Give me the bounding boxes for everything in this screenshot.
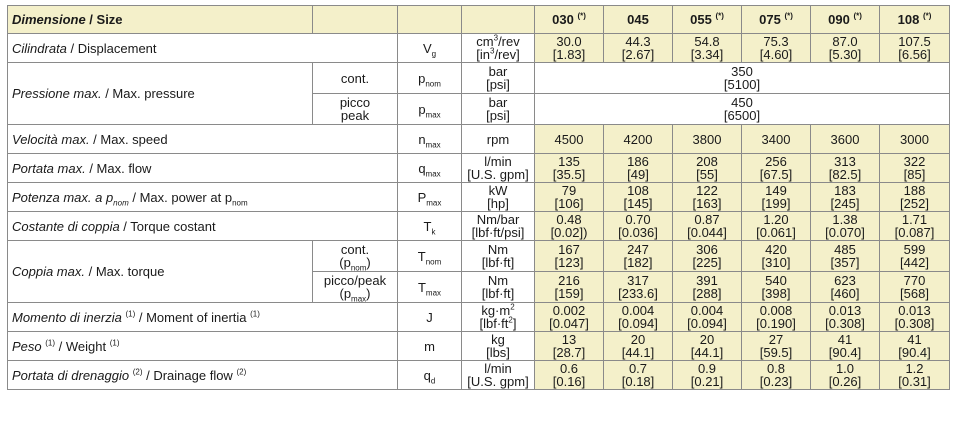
- value-cell: 107.5 [6.56]: [880, 34, 950, 63]
- unit-weight: kg [lbs]: [462, 332, 535, 361]
- value-cell: 0.87 [0.044]: [673, 212, 742, 241]
- value-cell: 167 [123]: [535, 241, 604, 272]
- value-cell: 0.9 [0.21]: [673, 361, 742, 390]
- symbol-pmax: $p_{max}$: [398, 94, 462, 125]
- value-cell: 135 [35.5]: [535, 154, 604, 183]
- value-cell: 87.0 [5.30]: [811, 34, 880, 63]
- value-cell: 27 [59.5]: [742, 332, 811, 361]
- value-pressure-peak: 450 [6500]: [535, 94, 950, 125]
- symbol-nmax: $n_{max}$: [398, 125, 462, 154]
- value-cell: 0.70 [0.036]: [604, 212, 673, 241]
- value-cell: 0.6 [0.16]: [535, 361, 604, 390]
- row-drainage: [8, 361, 950, 390]
- symbol-Tnom: $T_{nom}$: [398, 241, 462, 272]
- value-cell: 44.3 [2.67]: [604, 34, 673, 63]
- unit-flow: l/min [U.S. gpm]: [462, 154, 535, 183]
- label-displacement: Cilindrata / Displacement: [8, 34, 398, 63]
- label-torque: Coppia max. / Max. torque: [8, 241, 313, 303]
- value-cell: 391 [288]: [673, 272, 742, 303]
- value-cell: 3000: [880, 125, 950, 154]
- header-row: [8, 6, 950, 34]
- unit-torque-peak: Nm [lbf·ft]: [462, 272, 535, 303]
- row-inertia: [8, 303, 950, 332]
- label-torque-constant: Costante di coppia / Torque costant: [8, 212, 398, 241]
- symbol-m: m: [398, 332, 462, 361]
- value-cell: 20 [44.1]: [673, 332, 742, 361]
- value-cell: 188 [252]: [880, 183, 950, 212]
- row-weight: [8, 332, 950, 361]
- value-cell: 770 [568]: [880, 272, 950, 303]
- value-cell: 20 [44.1]: [604, 332, 673, 361]
- sub-pressure-peak: picco peak: [313, 94, 398, 125]
- value-cell: 0.8 [0.23]: [742, 361, 811, 390]
- symbol-Tk: $T_k$: [398, 212, 462, 241]
- unit-displacement: $cm^3$/rev $[in^3/rev]$: [462, 34, 535, 63]
- symbol-qmax: $q_{max}$: [398, 154, 462, 183]
- value-cell: 183 [245]: [811, 183, 880, 212]
- value-cell: 208 [55]: [673, 154, 742, 183]
- size-045: 045: [604, 6, 673, 34]
- value-cell: 3400: [742, 125, 811, 154]
- value-cell: 1.20 [0.061]: [742, 212, 811, 241]
- label-weight: Peso $^{(1)}$ / Weight $^{(1)}$: [8, 332, 398, 361]
- unit-power: kW [hp]: [462, 183, 535, 212]
- label-flow: Portata max. / Max. flow: [8, 154, 398, 183]
- label-power: Potenza max. a $p_{nom}$ / Max. power at $p_{nom}$: [8, 183, 398, 212]
- value-cell: 0.002 [0.047]: [535, 303, 604, 332]
- size-108: 108 (*): [880, 6, 950, 34]
- value-cell: 149 [199]: [742, 183, 811, 212]
- row-torque-constant: [8, 212, 950, 241]
- value-cell: 3800: [673, 125, 742, 154]
- unit-inertia: $kg\cdot m^2$ $[lbf\cdot ft^2]$: [462, 303, 535, 332]
- value-cell: 54.8 [3.34]: [673, 34, 742, 63]
- value-cell: 216 [159]: [535, 272, 604, 303]
- value-cell: 3600: [811, 125, 880, 154]
- value-cell: 247 [182]: [604, 241, 673, 272]
- value-cell: 41 [90.4]: [811, 332, 880, 361]
- value-cell: 13 [28.7]: [535, 332, 604, 361]
- value-cell: 0.48 [0.02]): [535, 212, 604, 241]
- symbol-J: J: [398, 303, 462, 332]
- value-cell: 306 [225]: [673, 241, 742, 272]
- value-pressure-cont: 350 [5100]: [535, 63, 950, 94]
- value-cell: 623 [460]: [811, 272, 880, 303]
- value-cell: 186 [49]: [604, 154, 673, 183]
- label-pressure: Pressione max. / Max. pressure: [8, 63, 313, 125]
- row-pressure-cont: [8, 63, 950, 94]
- label-speed: Velocità max. / Max. speed: [8, 125, 398, 154]
- value-cell: 108 [145]: [604, 183, 673, 212]
- value-cell: 0.008 [0.190]: [742, 303, 811, 332]
- value-cell: 1.2 [0.31]: [880, 361, 950, 390]
- label-drainage: Portata di drenaggio $^{(2)}$ / Drainage flow $^{(2)}$: [8, 361, 398, 390]
- value-cell: 1.71 [0.087]: [880, 212, 950, 241]
- unit-pressure-cont: bar [psi]: [462, 63, 535, 94]
- value-cell: 0.004 [0.094]: [673, 303, 742, 332]
- row-power: [8, 183, 950, 212]
- label-inertia: Momento di inerzia $^{(1)}$ / Moment of inertia $^{(1)}$: [8, 303, 398, 332]
- symbol-Pmax: $P_{max}$: [398, 183, 462, 212]
- symbol-qd: $q_d$: [398, 361, 462, 390]
- value-cell: 313 [82.5]: [811, 154, 880, 183]
- sub-pressure-cont: cont.: [313, 63, 398, 94]
- symbol-pnom: $p_{nom}$: [398, 63, 462, 94]
- size-header-label: Dimensione / Size: [8, 6, 313, 34]
- value-cell: 122 [163]: [673, 183, 742, 212]
- value-cell: 540 [398]: [742, 272, 811, 303]
- value-cell: 41 [90.4]: [880, 332, 950, 361]
- unit-pressure-peak: bar [psi]: [462, 94, 535, 125]
- value-cell: 599 [442]: [880, 241, 950, 272]
- row-displacement: [8, 34, 950, 63]
- value-cell: 0.013 [0.308]: [880, 303, 950, 332]
- symbol-displacement: $V_g$: [398, 34, 462, 63]
- value-cell: 317 [233.6]: [604, 272, 673, 303]
- specs-table: [7, 5, 950, 390]
- value-cell: 30.0 [1.83]: [535, 34, 604, 63]
- row-flow: [8, 154, 950, 183]
- value-cell: 1.38 [0.070]: [811, 212, 880, 241]
- unit-torque-constant: Nm/bar [lbf·ft/psi]: [462, 212, 535, 241]
- value-cell: 0.004 [0.094]: [604, 303, 673, 332]
- value-cell: 420 [310]: [742, 241, 811, 272]
- value-cell: 1.0 [0.26]: [811, 361, 880, 390]
- size-055: 055 (*): [673, 6, 742, 34]
- value-cell: 0.7 [0.18]: [604, 361, 673, 390]
- value-cell: 4200: [604, 125, 673, 154]
- size-075: 075 (*): [742, 6, 811, 34]
- symbol-Tmax: $T_{max}$: [398, 272, 462, 303]
- value-cell: 256 [67.5]: [742, 154, 811, 183]
- row-speed: [8, 125, 950, 154]
- value-cell: 0.013 [0.308]: [811, 303, 880, 332]
- row-torque-cont: [8, 241, 950, 272]
- unit-speed: rpm: [462, 125, 535, 154]
- value-cell: 485 [357]: [811, 241, 880, 272]
- size-030: 030 (*): [535, 6, 604, 34]
- sub-torque-peak: picco/peak $(p_{max})$: [313, 272, 398, 303]
- value-cell: 322 [85]: [880, 154, 950, 183]
- value-cell: 4500: [535, 125, 604, 154]
- sub-torque-cont: cont. $(p_{nom})$: [313, 241, 398, 272]
- value-cell: 75.3 [4.60]: [742, 34, 811, 63]
- size-090: 090 (*): [811, 6, 880, 34]
- value-cell: 79 [106]: [535, 183, 604, 212]
- unit-torque-cont: Nm [lbf·ft]: [462, 241, 535, 272]
- unit-drainage: l/min [U.S. gpm]: [462, 361, 535, 390]
